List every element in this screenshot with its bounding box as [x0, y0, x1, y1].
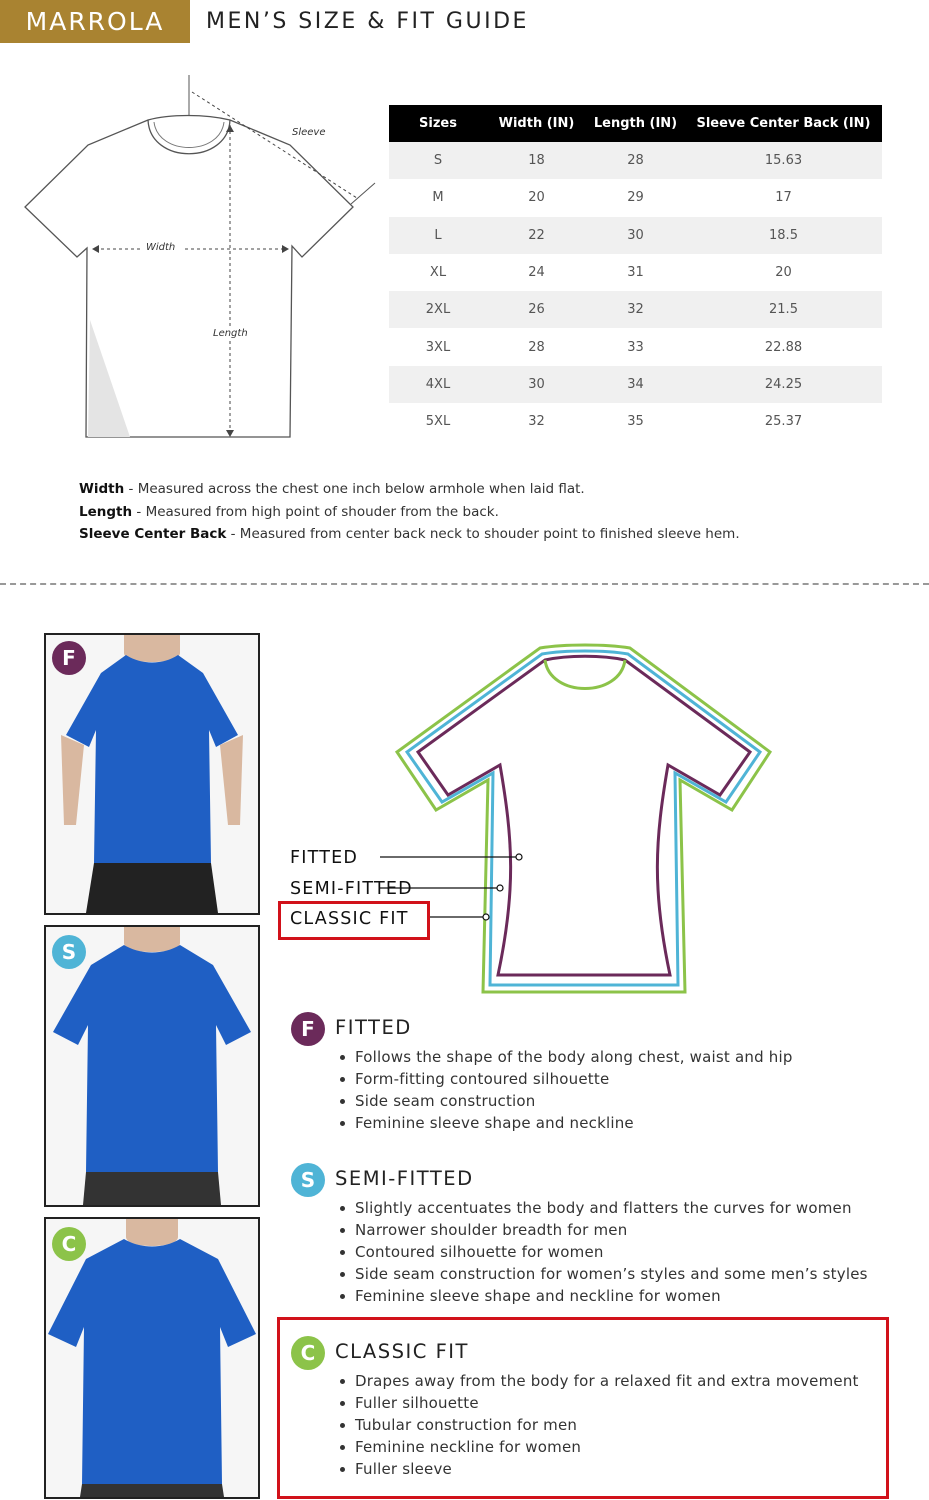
size-table — [389, 105, 882, 440]
list-item: Feminine neckline for women — [355, 1436, 859, 1458]
table-row — [389, 403, 882, 440]
table-cell: 15.63 — [685, 142, 882, 179]
table-row — [389, 366, 882, 403]
definition-text: - Measured from center back neck to shouder point to finished sleeve hem. — [226, 526, 740, 542]
list-item: Fuller silhouette — [355, 1392, 859, 1414]
column-header: Length (IN) — [586, 105, 685, 142]
semi-fitted-model-photo — [44, 925, 260, 1207]
table-cell: 20 — [487, 179, 586, 216]
table-cell: 18 — [487, 142, 586, 179]
table-header-row — [389, 105, 882, 142]
measurement-tshirt-diagram — [20, 70, 390, 450]
table-cell: 4XL — [389, 366, 487, 403]
table-cell: 30 — [586, 217, 685, 254]
list-item: Side seam construction — [355, 1090, 793, 1112]
table-cell: 21.5 — [685, 291, 882, 328]
semi-fitted-section-title: SEMI-FITTED — [335, 1167, 474, 1190]
semi-fitted-badge: S — [52, 935, 86, 969]
definition-sleeve — [79, 523, 740, 546]
fitted-section-title: FITTED — [335, 1016, 412, 1039]
definition-term: Width — [79, 481, 125, 497]
definition-term: Sleeve Center Back — [79, 526, 227, 542]
table-cell: M — [389, 179, 487, 216]
list-item: Feminine sleeve shape and neckline — [355, 1112, 793, 1134]
list-item: Fuller sleeve — [355, 1458, 859, 1480]
table-row — [389, 217, 882, 254]
definition-term: Length — [79, 503, 133, 520]
length-label: Length — [213, 328, 248, 339]
table-cell: 31 — [586, 254, 685, 291]
classic-fit-bullet-list — [291, 1370, 859, 1480]
list-item: Contoured silhouette for women — [355, 1241, 868, 1263]
page-title: MEN’S SIZE & FIT GUIDE — [206, 9, 529, 34]
table-cell: 24 — [487, 254, 586, 291]
table-cell: 32 — [487, 403, 586, 440]
semi-fitted-section-badge: S — [291, 1163, 325, 1197]
list-item: Tubular construction for men — [355, 1414, 859, 1436]
column-header: Sizes — [389, 105, 487, 142]
table-cell: 29 — [586, 179, 685, 216]
measurement-definitions — [79, 478, 740, 546]
table-cell: 32 — [586, 291, 685, 328]
table-cell: 22 — [487, 217, 586, 254]
fitted-diagram-label: FITTED — [290, 848, 359, 868]
semi-fitted-bullet-list — [291, 1197, 868, 1307]
table-cell: 2XL — [389, 291, 487, 328]
table-cell: 17 — [685, 179, 882, 216]
fitted-shirt-illustration — [46, 635, 258, 913]
width-label: Width — [146, 242, 176, 253]
dashed-divider — [0, 583, 929, 585]
table-row — [389, 254, 882, 291]
classic-fit-section — [291, 1336, 859, 1480]
classic-fit-model-photo — [44, 1217, 260, 1499]
list-item: Side seam construction for women’s styles and some men’s styles — [355, 1265, 868, 1283]
fitted-section — [291, 1012, 793, 1134]
table-row — [389, 291, 882, 328]
list-item: Form-fitting contoured silhouette — [355, 1068, 793, 1090]
semi-fitted-shirt-illustration — [46, 927, 258, 1205]
table-cell: 35 — [586, 403, 685, 440]
definition-text: - Measured across the chest one inch below armhole when laid flat. — [124, 481, 585, 497]
fitted-section-badge: F — [291, 1012, 325, 1046]
table-cell: 26 — [487, 291, 586, 328]
table-cell: L — [389, 217, 487, 254]
table-cell: 28 — [487, 328, 586, 365]
classic-fit-diagram-label: CLASSIC FIT — [290, 909, 409, 929]
table-row — [389, 328, 882, 365]
table-cell: 34 — [586, 366, 685, 403]
table-cell: 25.37 — [685, 403, 882, 440]
semi-fitted-diagram-label: SEMI-FITTED — [290, 879, 413, 899]
list-item: Slightly accentuates the body and flatters the curves for women — [355, 1197, 868, 1219]
list-item: Feminine sleeve shape and neckline for women — [355, 1285, 868, 1307]
table-cell: 22.88 — [685, 328, 882, 365]
table-cell: 30 — [487, 366, 586, 403]
table-row — [389, 179, 882, 216]
table-cell: S — [389, 142, 487, 179]
table-cell: 28 — [586, 142, 685, 179]
table-cell: 3XL — [389, 328, 487, 365]
table-cell: 24.25 — [685, 366, 882, 403]
table-cell: 20 — [685, 254, 882, 291]
fitted-outline — [418, 656, 750, 975]
table-cell: 18.5 — [685, 217, 882, 254]
classic-shirt-illustration — [46, 1219, 258, 1497]
definition-length — [79, 501, 740, 524]
fitted-model-photo — [44, 633, 260, 915]
definition-text: - Measured from high point of shouder from the back. — [132, 503, 499, 520]
column-header: Sleeve Center Back (IN) — [685, 105, 882, 142]
semi-fitted-section — [291, 1163, 868, 1307]
table-row — [389, 142, 882, 179]
sleeve-label: Sleeve — [292, 127, 326, 138]
classic-badge: C — [52, 1227, 86, 1261]
classic-fit-section-title: CLASSIC FIT — [335, 1340, 469, 1363]
list-item: Drapes away from the body for a relaxed fit and extra movement — [355, 1372, 859, 1390]
fitted-badge: F — [52, 641, 86, 675]
table-cell: XL — [389, 254, 487, 291]
list-item: Follows the shape of the body along chest, waist and hip — [355, 1048, 793, 1066]
definition-width — [79, 478, 740, 501]
fit-comparison-diagram — [380, 640, 780, 1000]
brand-logo: MARROLA — [0, 0, 190, 43]
list-item: Narrower shoulder breadth for men — [355, 1219, 868, 1241]
table-cell: 33 — [586, 328, 685, 365]
column-header: Width (IN) — [487, 105, 586, 142]
table-cell: 5XL — [389, 403, 487, 440]
classic-fit-section-badge: C — [291, 1336, 325, 1370]
fitted-bullet-list — [291, 1046, 793, 1134]
